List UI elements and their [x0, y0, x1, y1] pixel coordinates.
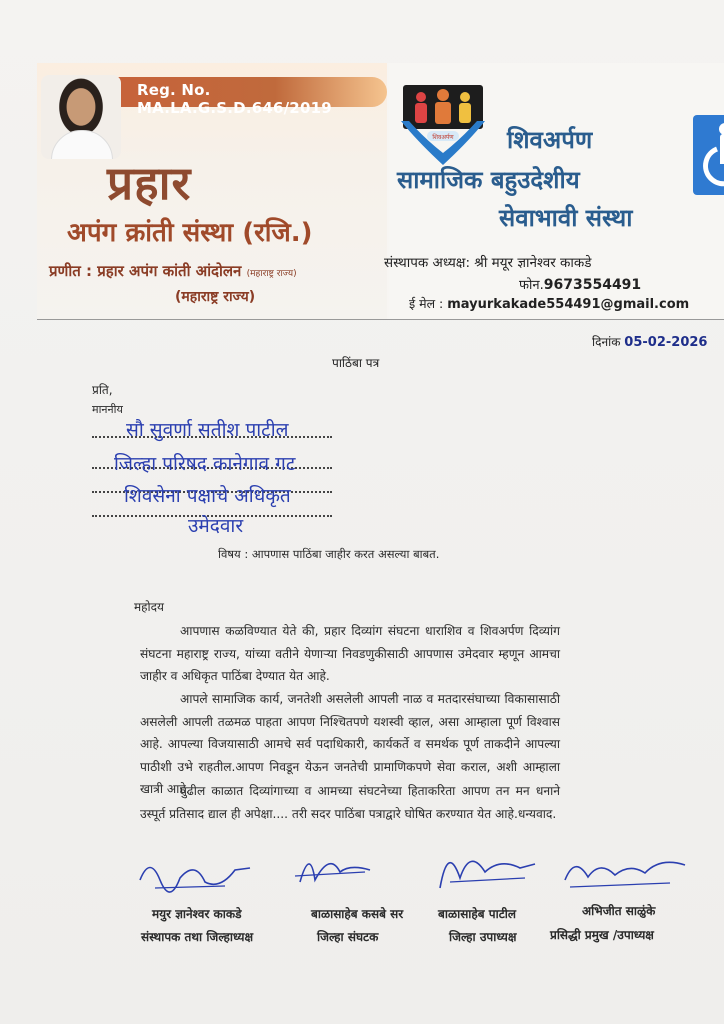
signature-3	[430, 838, 540, 898]
shivarpan-logo	[397, 81, 489, 171]
date-value: 05-02-2026	[624, 335, 708, 350]
left-org-name: अपंग क्रांती संस्था (रजि.)	[67, 218, 313, 248]
date-line: दिनांक 05-02-2026	[592, 335, 708, 350]
recipient-line3: शिवसेना पक्षाचे अधिकृत	[124, 485, 291, 507]
founder-line: संस्थापक अध्यक्ष: श्री मयूर ज्ञानेश्वर काकडे	[384, 255, 592, 271]
logo-caption: शिवअर्पण	[432, 134, 454, 141]
email-address: mayurkakade554491@gmail.com	[447, 297, 690, 312]
recipient-line2: जिल्हा परिषद कानेगाव गट	[114, 453, 296, 475]
phone-line: फोन.9673554491	[519, 277, 642, 293]
subject-line: विषय : आपणास पाठिंबा जाहीर करत असल्या बाबत.	[218, 547, 440, 561]
paragraph-3: पुढील काळात दिव्यांगाच्या व आमच्या संघटनेच्या हिताकरिता आपण तन मन धनाने उस्पूर्त प्रतिसाद द्याल ही अपेक्षा.... तरी सदर पाठिंबा पत्राद्वारे घोषित करण्यात येत आहे.धन्यवाद.	[140, 784, 560, 821]
signatory-4-role: प्रसिद्धी प्रमुख /उपाध्यक्ष	[550, 928, 654, 942]
to-label: प्रति,	[92, 383, 113, 397]
honorific: माननीय	[92, 403, 123, 416]
prahar-letterhead	[37, 63, 387, 319]
salutation: महोदय	[134, 600, 164, 614]
signature-2	[290, 842, 380, 892]
phone-number: 9673554491	[543, 277, 642, 293]
paragraph-1: आपणास कळविण्यात येते की, प्रहार दिव्यांग संघटना धाराशिव व शिवअर्पण दिव्यांग संघटना महाराष्ट्र राज्य, यांच्या वतीने येणाऱ्या निवडणुकीसाठी आपणास उमेदवार म्हणून आमचा जाहीर व अधिकृत पाठिंबा देण्यात येत आहे.	[140, 624, 560, 683]
registration-number: Reg. No. MA.LA.G.S.D.646/2019	[137, 81, 332, 117]
signatory-2-name: बाळासाहेब कसबे सर	[311, 907, 404, 921]
wheelchair-icon	[693, 115, 724, 195]
signature-1	[135, 850, 255, 900]
signatory-1-role: संस्थापक तथा जिल्हाध्यक्ष	[141, 930, 254, 944]
signatory-2-role: जिल्हा संघटक	[317, 930, 379, 944]
right-org-line3: सेवाभावी संस्था	[499, 204, 633, 232]
signatory-3-role: जिल्हा उपाध्यक्ष	[449, 930, 517, 944]
founder-photo	[41, 75, 121, 159]
paragraph-2: आपले सामाजिक कार्य, जनतेशी असलेली आपली नाळ व मतदारसंघाच्या विकासासाठी असलेली आपली तळमळ पाहता आपण निश्चितपणे यशस्वी व्हाल, असा आम्हाला पूर्ण विश्वास आहे. आपल्या विजयासाठी आमचे सर्व पदाधिकारी, कार्यकर्ते व समर्थक पूर्ण ताकदीने आपल्या पाठीशी उभे राहतील.आपण निवडून येऊन जनतेची प्रामाणिकपणे सेवा कराल, अशी आम्हाला खात्री आहे.	[140, 692, 560, 796]
shivarpan-letterhead	[384, 63, 724, 319]
recipient-line1: सौ सुवर्णा सतीश पाटील	[126, 419, 289, 441]
email-line: ई मेल : mayurkakade554491@gmail.com	[409, 296, 690, 312]
left-org-state: (महाराष्ट्र राज्य)	[175, 289, 256, 305]
right-org-line1: शिवअर्पण	[507, 126, 593, 154]
signatory-3-name: बाळासाहेब पाटील	[438, 907, 517, 921]
letter-title: पाठिंबा पत्र	[332, 356, 380, 370]
right-org-line2: सामाजिक बहुउदेशीय	[397, 166, 580, 194]
signature-4	[560, 845, 690, 895]
signatory-4-name: अभिजीत साळुंके	[582, 904, 656, 918]
letterhead	[37, 63, 724, 319]
recipient-line4: उमेदवार	[188, 515, 244, 537]
signatory-1-name: मयुर ज्ञानेश्वर काकडे	[152, 907, 242, 921]
header-rule	[37, 319, 724, 320]
left-org-subtitle: प्रणीत : प्रहार अपंग कांती आंदोलन (महाराष्ट्र राज्य)	[49, 262, 297, 280]
prahar-logo: प्रहार	[107, 156, 192, 210]
